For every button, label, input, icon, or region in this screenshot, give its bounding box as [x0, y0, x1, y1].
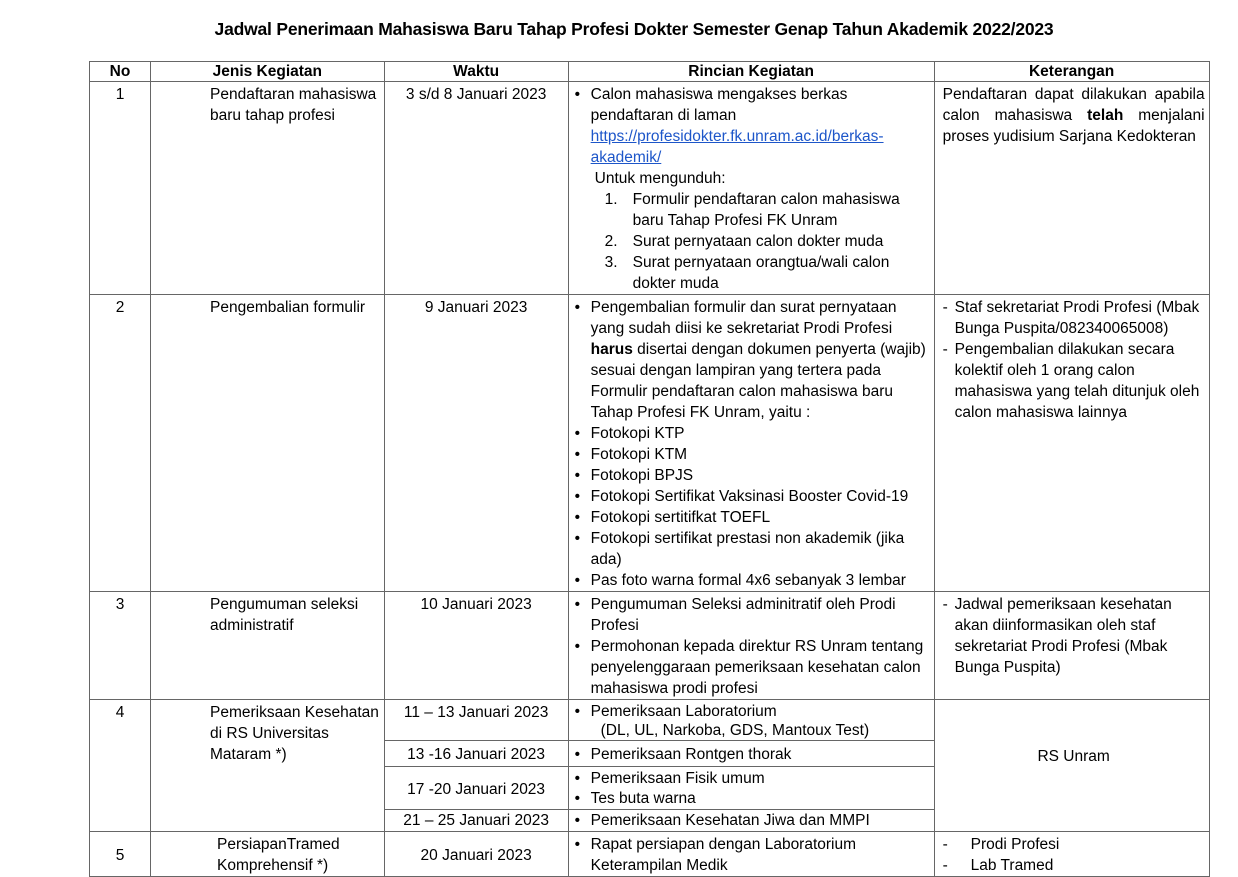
table-row [90, 832, 1210, 877]
header-keterangan: Keterangan [934, 62, 1209, 82]
waktu: 3 s/d 8 Januari 2023 [384, 82, 568, 295]
table-row [90, 82, 1210, 295]
page-title: Jadwal Penerimaan Mahasiswa Baru Tahap Profesi Dokter Semester Genap Tahun Akademik 2022/2023 [214, 19, 1054, 39]
item-text: Surat pernyataan calon dokter muda [632, 233, 884, 250]
list-item: • Pemeriksaan Rontgen thorak [575, 744, 930, 765]
keterangan [934, 295, 1209, 592]
list-item: • Pemeriksaan Laboratorium [575, 702, 930, 721]
bullet-list [575, 834, 930, 876]
bullet-list [575, 84, 930, 168]
bullet-list [575, 810, 930, 831]
rincian-kegiatan [568, 592, 934, 700]
list-item: • Pas foto warna formal 4x6 sebanyak 3 lembar [575, 570, 930, 591]
table-header-row [90, 62, 1210, 82]
list-item: • Tes buta warna [575, 789, 930, 809]
rincian-kegiatan [568, 741, 934, 767]
list-item: • Permohonan kepada direktur RS Unram tentang penyelenggaraan pemeriksaan kesehatan calon mahasiswa prodi profesi [575, 636, 930, 699]
dash-list [943, 594, 1205, 678]
document-list [569, 423, 930, 591]
table-row [90, 700, 1210, 741]
list-item [575, 297, 930, 423]
jenis-kegiatan: Pengembalian formulir [151, 295, 385, 592]
list-item: • Pemeriksaan Kesehatan Jiwa dan MMPI [575, 810, 930, 831]
waktu: 11 – 13 Januari 2023 [384, 700, 568, 741]
schedule-table [89, 61, 1210, 877]
bullet-list [575, 702, 930, 721]
item-number: 3. [604, 254, 618, 271]
keterangan [934, 832, 1209, 877]
rincian-kegiatan [568, 832, 934, 877]
header-rincian: Rincian Kegiatan [568, 62, 934, 82]
item-number: 1. [604, 191, 618, 208]
keterangan: RS Unram [934, 700, 1209, 832]
rincian-kegiatan [568, 82, 934, 295]
row-number: 1 [90, 82, 151, 295]
list-item: • Rapat persiapan dengan Laboratorium Keterampilan Medik [575, 834, 930, 876]
list-item: - Prodi Profesi [943, 834, 1205, 855]
waktu: 21 – 25 Januari 2023 [384, 810, 568, 832]
list-item: - Pengembalian dilakukan secara kolektif oleh 1 orang calon mahasiswa yang telah ditunjuk oleh calon mahasiswa lainnya [943, 339, 1205, 423]
header-no: No [90, 62, 151, 82]
table-row [90, 295, 1210, 592]
waktu: 20 Januari 2023 [384, 832, 568, 877]
header-waktu: Waktu [384, 62, 568, 82]
item-text: Surat pernyataan orangtua/wali calon dokter muda [632, 254, 890, 292]
header-jenis: Jenis Kegiatan [151, 62, 385, 82]
list-item: • Fotokopi sertitifkat TOEFL [575, 507, 930, 528]
jenis-line: Komprehensif *) [217, 857, 329, 874]
item-number: 2. [604, 233, 618, 250]
rincian-kegiatan [568, 767, 934, 810]
row-number: 4 [90, 700, 151, 832]
list-item [605, 189, 930, 231]
rincian-kegiatan [568, 295, 934, 592]
jenis-text: Pendaftaran mahasiswa baru tahap profesi [210, 86, 377, 124]
waktu: 10 Januari 2023 [384, 592, 568, 700]
list-item: • Fotokopi BPJS [575, 465, 930, 486]
list-item: • Pemeriksaan Fisik umum [575, 769, 930, 789]
list-item: - Jadwal pemeriksaan kesehatan akan diinformasikan oleh staf sekretariat Prodi Profesi (Mbak Bunga Puspita) [943, 594, 1205, 678]
sub-note: (DL, UL, Narkoba, GDS, Mantoux Test) [600, 722, 870, 739]
jenis-kegiatan: Pengumuman seleksi administratif [151, 592, 385, 700]
table-row [90, 592, 1210, 700]
ket-text: menjalani proses yudisium Sarjana Kedokteran [942, 107, 1205, 145]
rincian-text: disertai dengan dokumen penyerta (wajib) sesuai dengan lampiran yang tertera pada Formulir pendaftaran calon mahasiswa baru Tahap Profesi FK Unram, yaitu : [590, 341, 926, 421]
jenis-line [217, 834, 340, 855]
jenis-word: Persiapan [217, 836, 287, 853]
ket-text: Pendaftaran dapat dilakukan apabila calon mahasiswa [942, 86, 1205, 124]
waktu: 13 -16 Januari 2023 [384, 741, 568, 767]
rincian-text: Pengembalian formulir dan surat pernyataan yang sudah diisi ke sekretariat Prodi Profesi [590, 299, 897, 337]
bullet-list [575, 769, 930, 809]
list-item: • Pengumuman Seleksi adminitratif oleh Prodi Profesi [575, 594, 930, 636]
bullet-list [575, 297, 930, 423]
list-item [575, 84, 930, 168]
row-number: 3 [90, 592, 151, 700]
keterangan [934, 592, 1209, 700]
item-text: Formulir pendaftaran calon mahasiswa baru Tahap Profesi FK Unram [632, 191, 900, 229]
dash-list [943, 834, 1205, 876]
waktu: 17 -20 Januari 2023 [384, 767, 568, 810]
bullet-list [575, 744, 930, 765]
list-item: • Fotokopi Sertifikat Vaksinasi Booster Covid-19 [575, 486, 930, 507]
jenis-kegiatan: Pemeriksaan Kesehatan di RS Universitas Mataram *) [151, 700, 385, 832]
rincian-kegiatan [568, 700, 934, 741]
sub-heading: Untuk mengunduh: [594, 170, 726, 187]
list-item: - Staf sekretariat Prodi Profesi (Mbak Bunga Puspita/082340065008) [943, 297, 1205, 339]
row-number: 5 [90, 832, 151, 877]
row-number: 2 [90, 295, 151, 592]
keterangan [934, 82, 1209, 295]
list-item [605, 252, 930, 294]
berkas-akademik-link[interactable]: https://profesidokter.fk.unram.ac.id/berkas-akademik/ [590, 128, 884, 166]
waktu: 9 Januari 2023 [384, 295, 568, 592]
jenis-kegiatan [151, 82, 385, 295]
ket-bold-text: telah [1087, 107, 1124, 124]
list-item: • Fotokopi KTM [575, 444, 930, 465]
jenis-word: Tramed [286, 836, 340, 853]
list-item: • Fotokopi sertifikat prestasi non akademik (jika ada) [575, 528, 930, 570]
rincian-text: Calon mahasiswa mengakses berkas pendaftaran di laman [590, 86, 848, 124]
bullet-list [575, 594, 930, 699]
jenis-kegiatan [151, 832, 385, 877]
numbered-list [575, 189, 930, 294]
dash-list [943, 297, 1205, 423]
list-item [605, 231, 930, 252]
list-item: - Lab Tramed [943, 855, 1205, 876]
rincian-bold-text: harus [590, 341, 633, 358]
list-item: • Fotokopi KTP [575, 423, 930, 444]
rincian-kegiatan [568, 810, 934, 832]
